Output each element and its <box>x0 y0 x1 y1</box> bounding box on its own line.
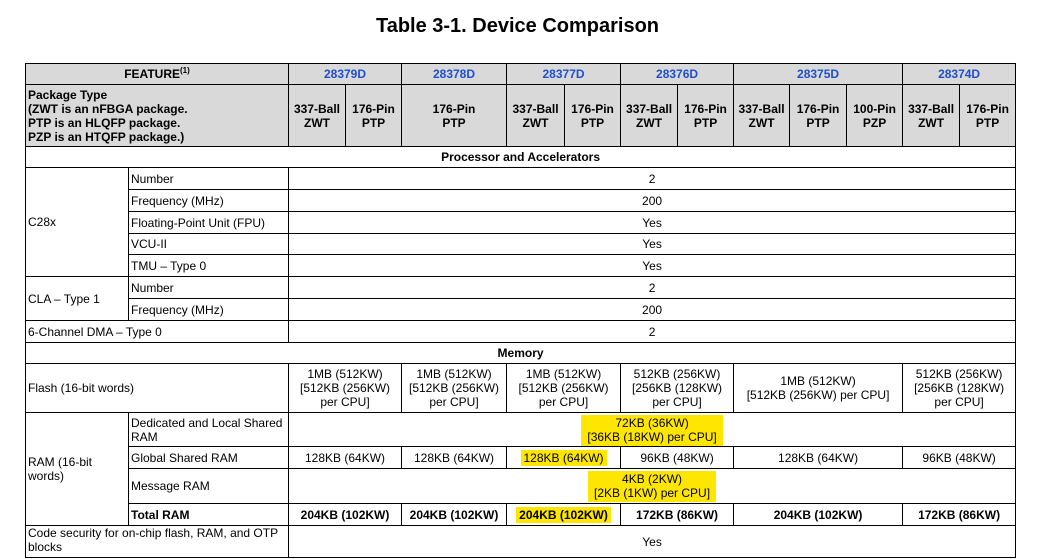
c28x-frequency-value: 200 <box>289 190 1016 212</box>
ram-message-row <box>26 469 1016 504</box>
c28x-row <box>26 255 1016 277</box>
ram-message-label: Message RAM <box>129 469 289 504</box>
ram-global-value: 128KB (64KW) <box>289 447 402 469</box>
package-cell: 176-Pin PTP <box>565 85 621 147</box>
c28x-tmu-label: TMU – Type 0 <box>129 255 289 277</box>
package-cell: 100-Pin PZP <box>847 85 903 147</box>
device-28374D: 28374D <box>903 64 1016 85</box>
device-comparison-table <box>25 63 1016 558</box>
package-cell: 176-Pin PTP <box>960 85 1016 147</box>
package-cell: 176-Pin PTP <box>402 85 507 147</box>
ram-dedicated-label: Dedicated and Local Shared RAM <box>129 413 289 447</box>
c28x-vcu-value: Yes <box>289 234 1016 255</box>
device-28376D: 28376D <box>621 64 734 85</box>
flash-value: 1MB (512KW) [512KB (256KW) per CPU] <box>289 364 402 413</box>
package-row <box>26 85 1016 147</box>
flash-row <box>26 364 1016 413</box>
device-28379D: 28379D <box>289 64 402 85</box>
package-cell: 337-Ball ZWT <box>903 85 960 147</box>
c28x-row <box>26 212 1016 234</box>
c28x-label: C28x <box>26 168 129 277</box>
section-memory: Memory <box>26 343 1016 364</box>
cla-frequency-value: 200 <box>289 299 1016 321</box>
ram-global-value <box>507 447 621 469</box>
security-label: Code security for on-chip flash, RAM, and OTP blocks <box>26 526 289 558</box>
flash-label: Flash (16-bit words) <box>26 364 289 413</box>
highlight-total-ram: 204KB (102KW) <box>516 507 611 523</box>
c28x-fpu-value: Yes <box>289 212 1016 234</box>
ram-total-value <box>507 504 621 526</box>
section-row-processor <box>26 147 1016 168</box>
c28x-tmu-value: Yes <box>289 255 1016 277</box>
ram-dedicated-row <box>26 413 1016 447</box>
package-type-label: Package Type (ZWT is an nFBGA package. PTP is an HLQFP package. PZP is an HTQFP package.) <box>26 85 289 147</box>
cla-frequency-label: Frequency (MHz) <box>129 299 289 321</box>
dma-label: 6-Channel DMA – Type 0 <box>26 321 289 343</box>
ram-global-value: 96KB (48KW) <box>903 447 1016 469</box>
ram-global-value: 128KB (64KW) <box>402 447 507 469</box>
section-processor: Processor and Accelerators <box>26 147 1016 168</box>
ram-total-value: 172KB (86KW) <box>621 504 734 526</box>
ram-global-label: Global Shared RAM <box>129 447 289 469</box>
c28x-number-value: 2 <box>289 168 1016 190</box>
ram-label: RAM (16-bit words) <box>26 413 129 526</box>
package-cell: 176-Pin PTP <box>678 85 734 147</box>
feature-header: FEATURE$^{(1)}$ <box>26 64 289 85</box>
device-28375D: 28375D <box>734 64 903 85</box>
ram-total-row <box>26 504 1016 526</box>
cla-number-value: 2 <box>289 277 1016 299</box>
ram-global-value: 128KB (64KW) <box>734 447 903 469</box>
package-cell: 337-Ball ZWT <box>621 85 678 147</box>
ram-total-value: 172KB (86KW) <box>903 504 1016 526</box>
ram-message-value <box>289 469 1016 504</box>
device-28378D: 28378D <box>402 64 507 85</box>
flash-value: 1MB (512KW) [512KB (256KW) per CPU] <box>734 364 903 413</box>
flash-value: 1MB (512KW) [512KB (256KW) per CPU] <box>402 364 507 413</box>
c28x-fpu-label: Floating-Point Unit (FPU) <box>129 212 289 234</box>
highlight-message-ram: 4KB (2KW) [2KB (1KW) per CPU] <box>594 472 710 500</box>
c28x-row <box>26 190 1016 212</box>
cla-label: CLA – Type 1 <box>26 277 129 321</box>
cla-row <box>26 299 1016 321</box>
c28x-vcu-label: VCU-II <box>129 234 289 255</box>
flash-value: 512KB (256KW) [256KB (128KW) per CPU] <box>621 364 734 413</box>
package-cell: 337-Ball ZWT <box>734 85 790 147</box>
ram-total-value: 204KB (102KW) <box>734 504 903 526</box>
ram-total-label: Total RAM <box>129 504 289 526</box>
highlight-dedicated-ram: 72KB (36KW) [36KB (18KW) per CPU] <box>587 416 716 444</box>
header-row <box>26 64 1016 85</box>
security-row <box>26 526 1016 558</box>
table-title: Table 3-1. Device Comparison <box>375 15 660 37</box>
dma-row <box>26 321 1016 343</box>
device-28377D: 28377D <box>507 64 621 85</box>
c28x-row <box>26 234 1016 255</box>
c28x-row <box>26 168 1016 190</box>
package-cell: 176-Pin PTP <box>790 85 847 147</box>
dma-value: 2 <box>289 321 1016 343</box>
flash-value: 512KB (256KW) [256KB (128KW) per CPU] <box>903 364 1016 413</box>
ram-global-value: 96KB (48KW) <box>621 447 734 469</box>
package-cell: 337-Ball ZWT <box>507 85 565 147</box>
c28x-frequency-label: Frequency (MHz) <box>129 190 289 212</box>
flash-value: 1MB (512KW) [512KB (256KW) per CPU] <box>507 364 621 413</box>
c28x-number-label: Number <box>129 168 289 190</box>
highlight-global-ram: 128KB (64KW) <box>521 450 607 466</box>
package-cell: 337-Ball ZWT <box>289 85 346 147</box>
package-cell: 176-Pin PTP <box>346 85 402 147</box>
section-row-memory <box>26 343 1016 364</box>
cla-number-label: Number <box>129 277 289 299</box>
ram-global-row <box>26 447 1016 469</box>
ram-dedicated-value <box>289 413 1016 447</box>
security-value: Yes <box>289 526 1016 558</box>
cla-row <box>26 277 1016 299</box>
ram-total-value: 204KB (102KW) <box>289 504 402 526</box>
ram-total-value: 204KB (102KW) <box>402 504 507 526</box>
